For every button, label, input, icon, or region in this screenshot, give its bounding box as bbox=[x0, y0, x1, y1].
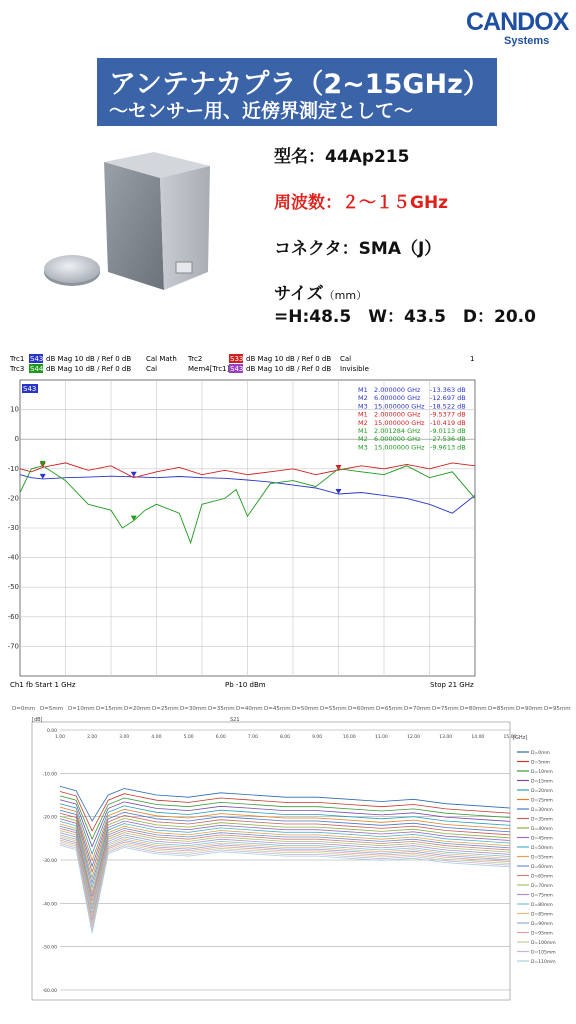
sweep-legend bbox=[517, 750, 556, 965]
vna-chart bbox=[7, 350, 480, 690]
sweep-y-tick-label: -10.00 bbox=[42, 772, 57, 778]
trc2-format: dB Mag 10 dB / Ref 0 dB bbox=[246, 355, 332, 363]
sweep-header-label: D=30mm bbox=[180, 706, 207, 712]
sweep-chart-svg bbox=[10, 702, 570, 1002]
mem4-meas: S43 bbox=[230, 365, 244, 373]
sweep-x-tick-label: 8.00 bbox=[279, 735, 291, 740]
sweep-x-tick-label: 13.00 bbox=[439, 735, 453, 740]
sweep-legend-label: D=90mm bbox=[531, 921, 553, 927]
vna-y-tick-label: 0 bbox=[14, 435, 19, 444]
logo-sub: Systems bbox=[504, 35, 550, 47]
sweep-x-tick-label: 12.00 bbox=[407, 735, 421, 740]
vna-marker-name: M3 bbox=[358, 402, 368, 411]
trc1-label: Trc1 bbox=[10, 355, 25, 363]
trc3-meas: S44 bbox=[30, 365, 44, 373]
box-front bbox=[104, 162, 164, 290]
trc3-label: Trc3 bbox=[10, 365, 25, 373]
vna-y-tick-label: -40 bbox=[7, 553, 19, 562]
sweep-x-tick-label: 2.00 bbox=[87, 735, 98, 740]
vna-footer-power: Pb -10 dBm bbox=[225, 681, 266, 689]
vna-y-tick-label: -70 bbox=[7, 642, 19, 651]
sweep-title: S21 bbox=[230, 717, 240, 723]
sweep-header-label: D=20mm bbox=[124, 706, 151, 712]
trc2-label: Trc2 bbox=[188, 355, 203, 363]
vna-marker-value: -9.5377 dB bbox=[430, 410, 466, 419]
sweep-x-tick-label: 7.00 bbox=[247, 735, 258, 740]
sweep-header-label: D=95mm bbox=[544, 706, 571, 712]
sweep-legend-label: D=25mm bbox=[531, 798, 553, 804]
vna-marker-table bbox=[358, 386, 466, 451]
trc1-cal: Cal Math bbox=[146, 355, 177, 363]
sweep-header-label: D=60mm bbox=[348, 706, 375, 712]
vna-marker-name: M1 bbox=[358, 427, 368, 435]
spec-frequency: 周波数：２～１５GHz bbox=[274, 193, 449, 213]
sweep-legend-label: D=0mm bbox=[531, 750, 550, 756]
sweep-y-tick-label: 0.00 bbox=[46, 729, 57, 734]
trc1-format: dB Mag 10 dB / Ref 0 dB bbox=[46, 355, 132, 363]
sweep-x-tick-label: 15.00 bbox=[503, 735, 517, 740]
sweep-header-label: D=90mm bbox=[516, 706, 543, 712]
sweep-x-tick-label: 6.00 bbox=[215, 735, 226, 740]
sweep-header-label: D=45mm bbox=[264, 706, 291, 712]
vna-marker-freq: 2.001284 GHz bbox=[374, 427, 421, 435]
sweep-header-label: D=10mm bbox=[68, 706, 95, 712]
sma-connector bbox=[176, 262, 192, 273]
sweep-header-label: D=70mm bbox=[404, 706, 431, 712]
mem4-cal: Invisible bbox=[340, 365, 369, 373]
page-title: アンテナカプラ（2~15GHz） bbox=[109, 69, 490, 100]
sweep-xlabel: [GHz] bbox=[513, 735, 528, 741]
channel-number: 1 bbox=[470, 355, 475, 363]
vna-marker-value: -18.522 dB bbox=[430, 402, 466, 411]
sweep-header-label: D=85mm bbox=[488, 706, 515, 712]
coin bbox=[44, 255, 100, 283]
sweep-header-label: D=0mm bbox=[12, 706, 36, 712]
product-photo bbox=[42, 150, 232, 300]
mem4-format: dB Mag 10 dB / Ref 0 dB bbox=[246, 365, 332, 373]
trc1-meas: S43 bbox=[30, 355, 44, 363]
page-subtitle: ～センサー用、近傍界測定として～ bbox=[109, 100, 414, 122]
vna-marker-freq: 15.000000 GHz bbox=[374, 443, 425, 452]
vna-y-tick-label: -50 bbox=[7, 583, 19, 592]
vna-marker-name: M1 bbox=[358, 386, 368, 394]
sweep-legend-label: D=35mm bbox=[531, 817, 553, 823]
vna-marker-value: -12.697 dB bbox=[430, 394, 466, 403]
sweep-header-label: D=50mm bbox=[292, 706, 319, 712]
sweep-header-label: D=75mm bbox=[432, 706, 459, 712]
sweep-legend-label: D=70mm bbox=[531, 883, 553, 889]
vna-marker-freq: 15.000000 GHz bbox=[374, 402, 425, 411]
sweep-x-tick-label: 1.00 bbox=[54, 735, 66, 740]
sweep-header-label: D=80mm bbox=[460, 706, 487, 712]
vna-marker-name: M3 bbox=[358, 443, 368, 452]
vna-marker-freq: 2.000000 GHz bbox=[374, 410, 421, 419]
sweep-x-tick-label: 10.00 bbox=[342, 735, 356, 740]
vna-marker-value: -13.363 dB bbox=[430, 386, 466, 394]
sweep-legend-label: D=45mm bbox=[531, 836, 553, 842]
sweep-legend-label: D=65mm bbox=[531, 874, 553, 880]
sweep-header-labels bbox=[12, 706, 571, 712]
spec-model: 型名：44Ap215 bbox=[274, 147, 410, 167]
vna-marker-freq: 6.000000 GHz bbox=[374, 435, 421, 444]
sweep-legend-label: D=60mm bbox=[531, 864, 553, 870]
sweep-header-label: D=65mm bbox=[376, 706, 403, 712]
sweep-x-tick-label: 3.00 bbox=[119, 735, 130, 740]
sweep-legend-label: D=75mm bbox=[531, 893, 553, 899]
sweep-legend-label: D=55mm bbox=[531, 855, 553, 861]
sweep-ylabel: [dB] bbox=[32, 717, 43, 723]
sweep-x-tick-label: 11.00 bbox=[374, 735, 388, 740]
vna-marker-freq: 2.000000 GHz bbox=[374, 386, 421, 394]
trc3-cal: Cal bbox=[146, 365, 158, 373]
vna-footer-start: Ch1 fb Start 1 GHz bbox=[10, 681, 76, 689]
vna-y-tick-label: -10 bbox=[7, 464, 19, 473]
sweep-header-label: D=5mm bbox=[40, 706, 64, 712]
sweep-y-tick-label: -30.00 bbox=[42, 859, 57, 864]
vna-y-tick-label: -20 bbox=[7, 494, 19, 503]
spec-connector: コネクタ：SMA（J） bbox=[274, 239, 442, 259]
size-unit: （mm） bbox=[323, 289, 368, 302]
title-banner bbox=[97, 58, 497, 126]
sweep-header-label: D=55mm bbox=[320, 706, 347, 712]
vna-marker-freq: 6.000000 GHz bbox=[374, 394, 421, 403]
sweep-x-tick-label: 9.00 bbox=[312, 735, 323, 740]
vna-marker-value: -9.0113 dB bbox=[430, 427, 466, 435]
sweep-legend-label: D=100mm bbox=[531, 940, 556, 946]
distance-sweep-chart bbox=[10, 702, 570, 1002]
sweep-legend-label: D=105mm bbox=[531, 950, 556, 956]
vna-footer-stop: Stop 21 GHz bbox=[430, 681, 474, 689]
vna-marker-value: -10.419 dB bbox=[430, 418, 466, 427]
trc2-meas: S33 bbox=[230, 355, 244, 363]
active-trace-label: S43 bbox=[23, 385, 37, 393]
vna-marker-name: M2 bbox=[358, 418, 368, 427]
sweep-legend-label: D=95mm bbox=[531, 931, 553, 937]
sweep-x-tick-label: 14.00 bbox=[471, 735, 485, 740]
vna-y-tick-label: -30 bbox=[7, 524, 19, 532]
vna-screen bbox=[7, 350, 480, 690]
vna-marker-value: -27.536 dB bbox=[430, 435, 466, 444]
sweep-y-tick-label: -40.00 bbox=[42, 902, 57, 908]
vna-y-tick-label: 10 bbox=[10, 405, 19, 414]
sweep-legend-label: D=5mm bbox=[531, 760, 550, 766]
sweep-x-tick-label: 4.00 bbox=[151, 735, 162, 740]
sweep-header-label: D=15mm bbox=[96, 706, 123, 712]
sweep-legend-label: D=40mm bbox=[531, 826, 553, 832]
vna-marker-name: M1 bbox=[358, 410, 368, 419]
sweep-legend-label: D=20mm bbox=[531, 788, 553, 794]
sweep-legend-label: D=30mm bbox=[531, 807, 553, 813]
logo-brand: CANDOX bbox=[466, 8, 569, 36]
candox-logo bbox=[466, 8, 572, 48]
sweep-legend-label: D=80mm bbox=[531, 902, 553, 908]
vna-y-ticks bbox=[8, 406, 19, 651]
sweep-y-tick-label: -20.00 bbox=[42, 815, 57, 821]
sweep-legend-label: D=15mm bbox=[531, 779, 553, 785]
vna-marker-freq: 15.000000 GHz bbox=[374, 418, 425, 427]
sweep-header-label: D=25mm bbox=[152, 706, 179, 712]
size-label: サイズ bbox=[274, 284, 324, 304]
sweep-header-label: D=35mm bbox=[208, 706, 235, 712]
trc2-cal: Cal bbox=[340, 355, 352, 363]
sweep-y-tick-label: -60.00 bbox=[42, 989, 57, 994]
sweep-y-tick-label: -50.00 bbox=[42, 945, 57, 951]
sweep-x-tick-label: 5.00 bbox=[183, 735, 194, 740]
spec-size-values: =H:48.5 W：43.5 D：20.0 bbox=[274, 307, 536, 327]
sweep-x-ticks bbox=[55, 734, 517, 740]
vna-y-tick-label: -60 bbox=[7, 612, 19, 621]
sweep-header-label: D=40mm bbox=[236, 706, 263, 712]
sweep-legend-label: D=50mm bbox=[531, 845, 553, 851]
trc3-format: dB Mag 10 dB / Ref 0 dB bbox=[46, 365, 132, 373]
sweep-legend-label: D=10mm bbox=[531, 769, 553, 775]
vna-marker-value: -9.9613 dB bbox=[430, 443, 466, 452]
spec-size-label bbox=[274, 279, 367, 304]
sweep-legend-label: D=110mm bbox=[531, 959, 556, 965]
mem4-label: Mem4[Trc1] bbox=[188, 365, 230, 373]
sweep-legend-label: D=85mm bbox=[531, 912, 553, 918]
vna-marker-name: M2 bbox=[358, 394, 368, 403]
vna-marker-name: M2 bbox=[358, 435, 368, 444]
